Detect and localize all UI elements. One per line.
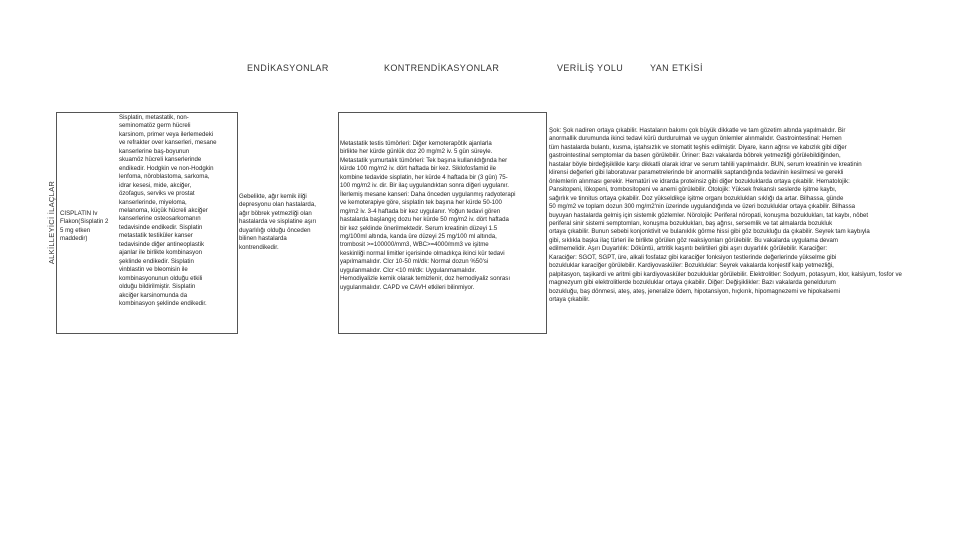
cell-endikasyonlar: Sisplatin, metastatik, non- seminomatöz germ hücreli karsinom, primer veya ilerlemedeki ve refrakter over kanserleri, mesane kanserlerine baş-boyunun skuamöz hücreli kanserlerinde endikedir. Hodgkin ve non-Hodgkin lenfoma, nöroblastoma, sarkoma, idrar kesesi, mide, akciğer, özofagus, serviks ve prostat kanserlerinde, miyeloma, melanoma, küçük hücreli akciğer kanserlerine osteosarkomanın tedavisinde endikedir. Sisplatin metastatik testiküler kanser tedavisinde diğer antineoplastik ajanlar ile birlikte kombinasyon şeklinde endikedir. Sisplatin vinblastin ve bleomisin ile kombinasyonunun olduğu etkili olduğu bildirilmiştir. Sisplatin akciğer karsinomunda da kombinasyon şeklinde endikedir. (119, 114, 217, 307)
header-verilis-yolu: VERİLİŞ YOLU (557, 63, 624, 73)
header-yan-etkisi: YAN ETKİSİ (650, 63, 703, 73)
header-kontrendikasyonlar: KONTRENDİKASYONLAR (384, 63, 500, 73)
cell-yan-etkisi: Şok: Şok nadiren ortaya çıkabilir. Hastaların bakımı çok büyük dikkatle ve tam gözetim altında yapılmalıdır. Bir anormallik durumunda ikinci tedavi kürü durdurulmalı ve uygun önlemler alınmalıdır. Gastrointestinal: Hemen tüm hastalarda bulantı, kusma, iştahsızlık ve stomatit teşhis edilmiştir. Diyare, karın ağrısı ve kabızlık gibi diğer gastrointestinal semptomlar da baserı görülebilir. Üriner: Bazı vakalarda böbrek yetmezliği görülebildiğinden, hastalar böyle birdeğişiklikle karşı dikkatli olarak idrar ve serum tahlili yapılmalıdır. BUN, serum kreatinin ve kreatinin klirensi değerleri gibi laboratuvar parametrelerinde bir anormallik saptandığında tedavinin kesilmesi ve gerekli önlemlerin alınması gerekir. Hematüri ve idrarda proteinsiz gibi diğer bozukluklarda ortaya çıkabilir. Hematolojik: Pansitopeni, lökopeni, trombositopeni ve anemi görülebilir. Otolojik: Yüksek frekanslı seslerde işitme kaybı, sağırlık ve tinnitus ortaya çıkabilir. Doz yükseldikçe işitme organı bozuklukları sıklığı da artar. Bilhassa, günde 50 mg/m2 ve toplam dozun 300 mg/m2'nin üzerinde uygulandığında ve üzeri bozukluklar ortaya çıkabilir. Bilhassa buyuyan hastalarda gelmiş için sistemik gözlemler. Nörolojik: Periferal nöropati, konuşma bozuklukları, tat kaybı, nöbet periferal sinir sistemi semptomları, konuşma bozuklukları, baş ağrısı, sersemlik ve tat almalarda bozukluk ortaya çıkabilir. Bunun sebebi konjonktivit ve bulanıklık görme hissi gibi göz bozukluğu da çıkabilir. Seyrek tam kaybıyla gibi, sıklıkla başka ilaç türleri ile birlikte görülen göz reaksiyonları görülebilir. Bu vakalarda uygulama devam edilmemelidir. Aşırı Duyarlılık: Döküntü, artritik kaşıntı belirtileri gibi aşırı duyarlılık görülebilir. Karaciğer: Karaciğer: SGOT, SGPT, üre, alkali fosfataz gibi karaciğer fonksiyon testlerinde değerlerinde yükselme gibi bozukluklar karaciğer görülebilir. Kardiyovasküler: Bozukluklar: Seyrek vakalarda konjestif kalp yetmezliği, palpitasyon, taşikardi ve aritmi gibi kardiyovasküler bozukluklar görülebilir. Elektrolitler: Sodyum, potasyum, klor, kalsiyum, fosfor ve magnezyum gibi elektrolitlerde bozukluklar ortaya çıkabilir. Diğer: Değişiklikler: Bazı vakalarda geneldurum bozukluğu, baş dönmesi, ateş, ateş, jeneralize ödem, hipotansiyon, hıçkırık, hipomagnezemi ve hipokalsemi ortaya çıkabilir. (549, 127, 902, 304)
cell-kontrendikasyonlar: Gebelikte, ağır kemik iliği depresyonu olan hastalarda, ağır böbrek yetmezliği olan hastalarda ve sisplatine aşırı duyarlılığı olduğu önceden bilinen hastalarda kontrendikedir. (239, 193, 317, 251)
cell-drug-name: CİSPLATİN Iv Flakon(Sisplatin 2 5 mg etken maddedir) (60, 210, 109, 243)
header-endikasyonlar: ENDİKASYONLAR (247, 63, 329, 73)
side-label-text: ALKİLLEYİCİ İLAÇLAR (47, 180, 57, 264)
cell-verilis-yolu: Metastatik testis tümörleri: Diğer kemoterapötik ajanlarla birlikte her kürde günlük doz 20 mg/m2 iv. 5 gün süreyle. Metastatik yumurtalık tümörleri: Tek başına kullanıldığında her kürde 100 mg/m2 iv. dört haftada bir kez. Siklofosfamid ile kombine tedavide sisplatin, her kürde 4 haftada bir (3 gün) 75- 100 mg/m2 iv. dir. Bir ilaç uygulandıktan sonra diğeri uygulanır. İlerlemiş mesane kanseri: Daha önceden uygulanmış radyoterapi ve kemoterapiye göre, sisplatin tek başına her kürde 50-100 mg/m2 iv. 3-4 haftada bir kez uygulanır. Yoğun tedavi gören hastalarda başlangıç dozu her kürde 50 mg/m2 iv. dört haftada bir kez şeklinde önerilmektedir. Serum kreatinin düzeyi 1.5 mg/100ml altında, kanda üre düzeyi 25 mg/100 ml altında, trombosit >=100000/mm3, WBC>=4000/mm3 ve işitme keskinliği normal limitler içerisinde olmadıkça ikinci kür tedavi yapılmamalıdır. Clcr 10-50 ml/dk: Normal dozun %50'si uygulanmalıdır. Clcr <10 ml/dk: Uygulanmamalıdır. Hemodiyalizle kemik olarak temizlenir, doz hemodiyaliz sonrası uygulanmalıdır. CAPD ve CAVH etkileri bilinmiyor. (340, 140, 516, 291)
